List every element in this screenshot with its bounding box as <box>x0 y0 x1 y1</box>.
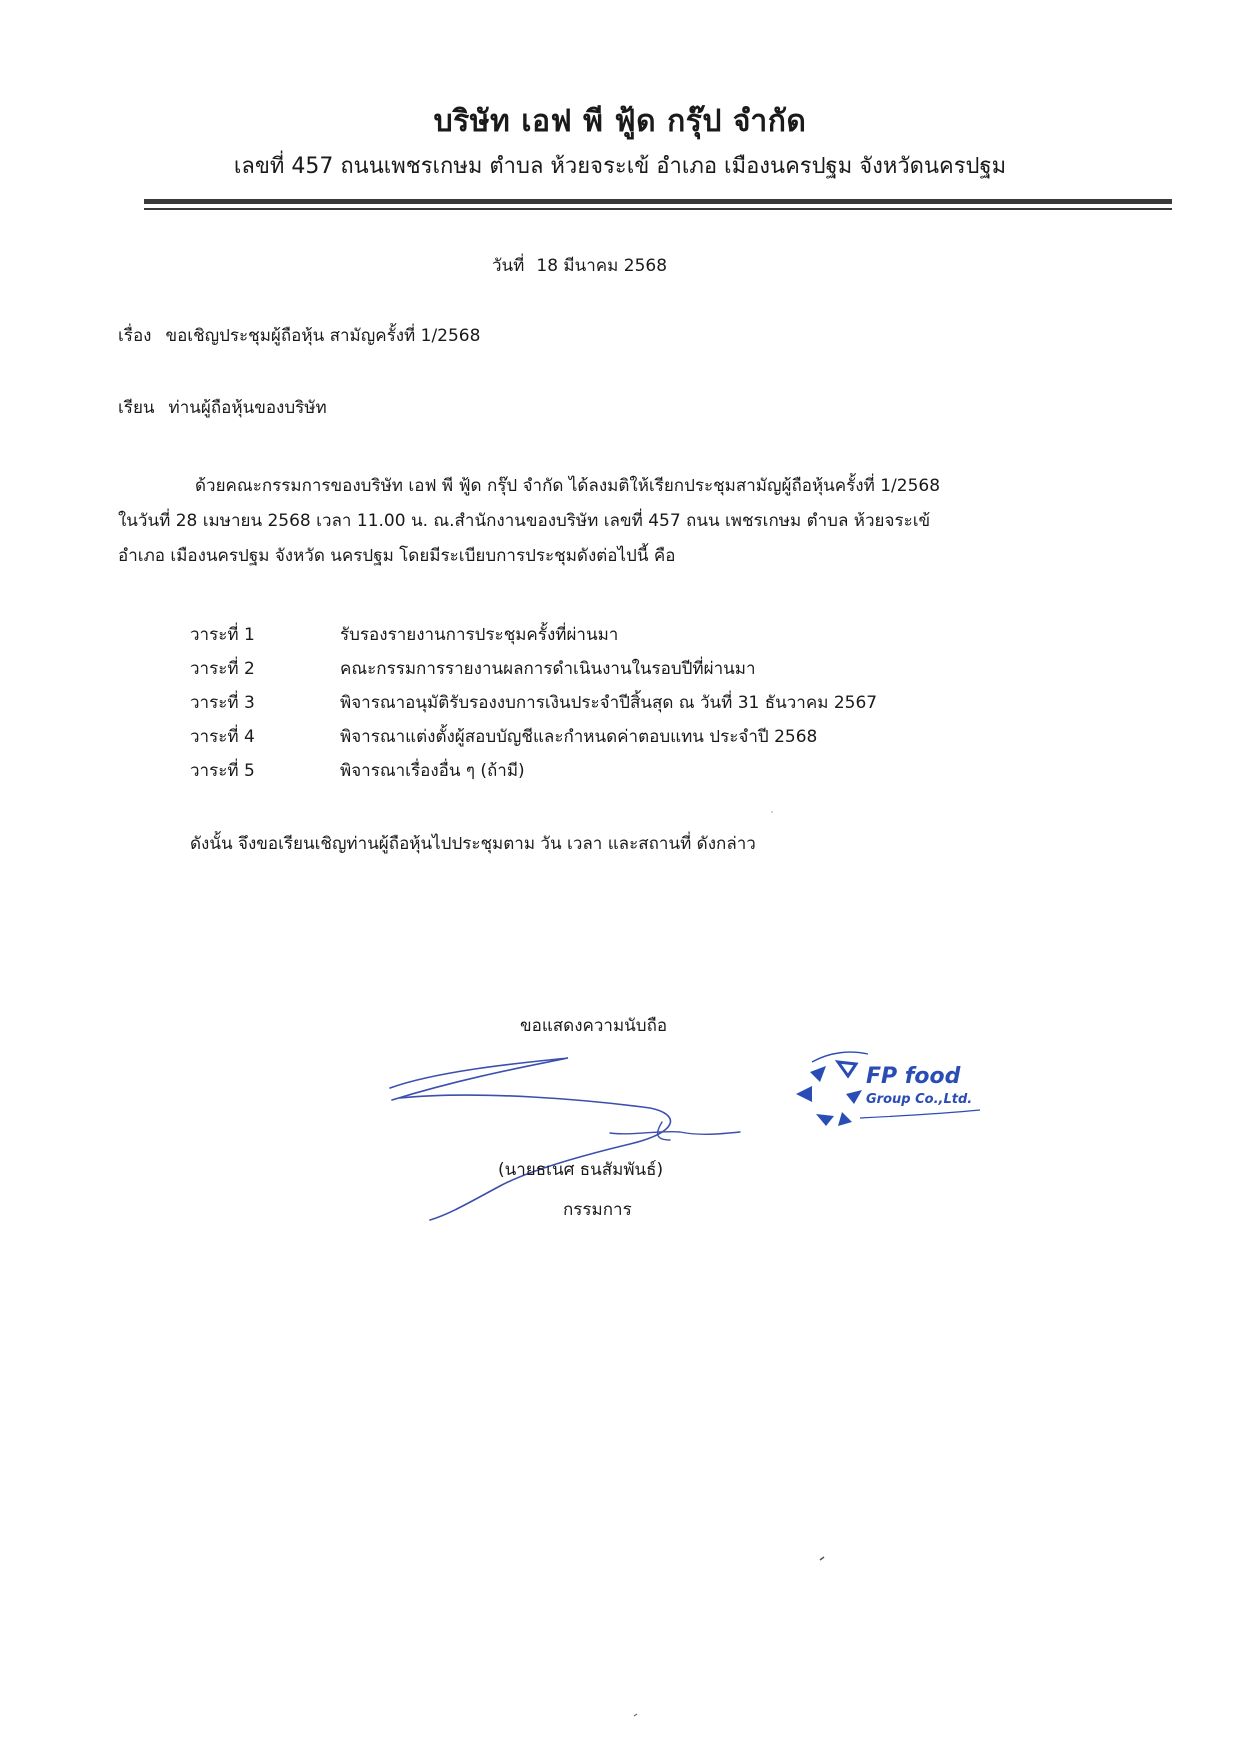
agenda-label: วาระที่ 2 <box>190 659 255 679</box>
subject-value: ขอเชิญประชุมผู้ถือหุ้น สามัญครั้งที่ 1/2568 <box>165 326 481 346</box>
recipient-label: เรียน <box>118 398 155 418</box>
recipient-value: ท่านผู้ถือหุ้นของบริษัท <box>168 398 327 418</box>
agenda-text: พิจารณาแต่งตั้งผู้สอบบัญชีและกำหนดค่าตอบแทน ประจำปี 2568 <box>340 727 818 747</box>
subject-label: เรื่อง <box>118 326 152 346</box>
agenda-text: คณะกรรมการรายงานผลการดำเนินงานในรอบปีที่ผ่านมา <box>340 659 756 679</box>
closing-paragraph: ดังนั้น จึงขอเรียนเชิญท่านผู้ถือหุ้นไปประชุมตาม วัน เวลา และสถานที่ ดังกล่าว <box>190 834 756 854</box>
body-line-3: อำเภอ เมืองนครปฐม จังหวัด นครปฐม โดยมีระเบียบการประชุมดังต่อไปนี้ คือ <box>118 546 676 566</box>
closing-regards: ขอแสดงความนับถือ <box>520 1016 668 1036</box>
signatory-title: กรรมการ <box>563 1200 632 1220</box>
agenda-label: วาระที่ 3 <box>190 693 255 713</box>
agenda-text: พิจารณาเรื่องอื่น ๆ (ถ้ามี) <box>340 761 525 781</box>
agenda-label: วาระที่ 4 <box>190 727 255 747</box>
body-line-1: ด้วยคณะกรรมการของบริษัท เอฟ พี ฟู้ด กรุ๊ป จำกัด ได้ลงมติให้เรียกประชุมสามัญผู้ถือหุ้นครั้งที่ 1/2568 <box>195 476 941 496</box>
agenda-text: รับรองรายงานการประชุมครั้งที่ผ่านมา <box>340 625 619 645</box>
company-name: บริษัท เอฟ พี ฟู้ด กรุ๊ป จำกัด <box>433 104 807 139</box>
agenda-label: วาระที่ 1 <box>190 625 255 645</box>
agenda-text: พิจารณาอนุมัติรับรองงบการเงินประจำปีสิ้นสุด ณ วันที่ 31 ธันวาคม 2567 <box>340 693 878 713</box>
logo-title: FP food <box>866 1064 961 1089</box>
logo-subtitle: Group Co.,Ltd. <box>866 1092 973 1107</box>
date-value: 18 มีนาคม 2568 <box>536 256 668 276</box>
date-label: วันที่ <box>492 256 525 276</box>
company-address: เลขที่ 457 ถนนเพชรเกษม ตำบล ห้วยจระเข้ อำเภอ เมืองนครปฐม จังหวัดนครปฐม <box>233 154 1007 179</box>
agenda-label: วาระที่ 5 <box>190 761 255 781</box>
signatory-name: (นายธเนศ ธนสัมพันธ์) <box>498 1160 664 1180</box>
body-line-2: ในวันที่ 28 เมษายน 2568 เวลา 11.00 น. ณ.สำนักงานของบริษัท เลขที่ 457 ถนน เพชรเกษม ตำบล ห้วยจระเข้ <box>118 511 931 531</box>
